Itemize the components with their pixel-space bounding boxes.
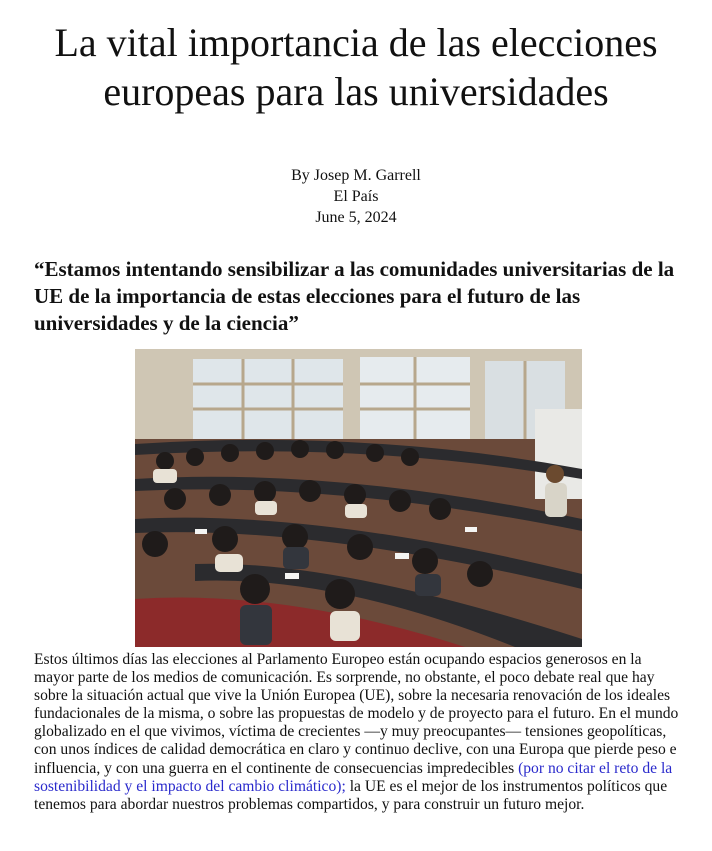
article-body	[34, 651, 684, 814]
publication-date: June 5, 2024	[315, 209, 397, 226]
article-title: La vital importancia de las elecciones europeas para las universidades	[54, 20, 658, 114]
lecture-hall-photo	[135, 349, 582, 647]
publication-name: El País	[333, 188, 379, 205]
byline: By Josep M. Garrell	[291, 167, 421, 184]
article-body-link[interactable]: (por no citar el reto de la sostenibilidad y el impacto del cambio climático);	[34, 759, 673, 795]
article-body-part1: Estos últimos días las elecciones al Parlamento Europeo están ocupando espacios generosos en la mayor parte de los medios de comunicación. Es sorprende, no obstante, el poco debate real que hay sobre la situación actual que vive la Unión Europea (UE), sobre la necesaria renovación de los ideales fundacionales de la misma, o sobre las propuestas de modelo y de proyecto para el futuro. En el mundo globalizado en el que vivimos, víctima de crecientes —y muy preocupantes— tensiones geopolíticas, con unos índices de calidad democrática en claro y continuo declive, con una Europa que pierde peso e influencia, y con una guerra en el continente de consecuencias impredecibles	[34, 651, 679, 777]
article-meta	[0, 165, 712, 228]
pull-quote: “Estamos intentando sensibilizar a las comunidades universitarias de la UE de la importancia de estas elecciones para el futuro de las universidades y de la ciencia”	[34, 257, 675, 335]
article-body-part2: la UE es el mejor de los instrumentos políticos que tenemos para abordar nuestros problemas compartidos, y para construir un futuro mejor.	[34, 777, 668, 813]
article-photo	[135, 349, 582, 647]
